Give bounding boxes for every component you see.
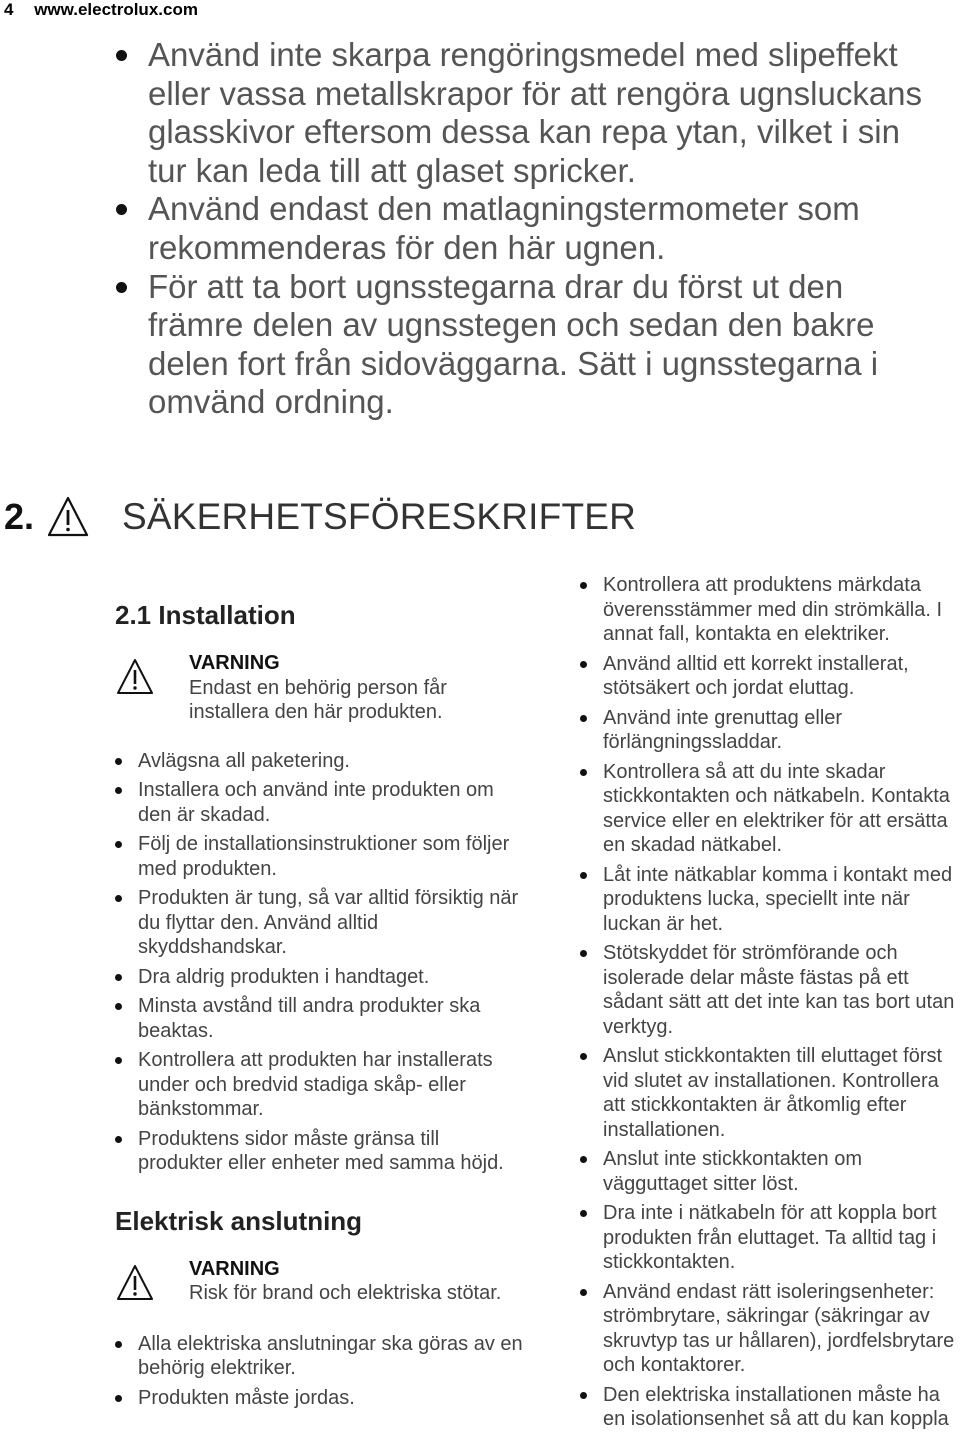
installation-warning xyxy=(115,651,525,725)
electrical-requirements-list xyxy=(580,573,960,1432)
list-item: Kontrollera att produktens märkdata överensstämmer med din strömkälla. I annat fall, kontakta en elektriker. xyxy=(580,573,960,647)
list-item: Kontrollera att produkten har installerats under och bredvid stadiga skåp- eller bänkstommar. xyxy=(115,1048,525,1122)
list-item: Avlägsna all paketering. xyxy=(115,749,525,774)
list-item: Minsta avstånd till andra produkter ska beaktas. xyxy=(115,994,525,1043)
section-title: SÄKERHETSFÖRESKRIFTER xyxy=(122,496,637,537)
top-bullet-list xyxy=(148,36,938,422)
list-item: Använd alltid ett korrekt installerat, stötsäkert och jordat eluttag. xyxy=(580,652,960,701)
page-number: 4 xyxy=(4,0,14,19)
list-item: Produkten måste jordas. xyxy=(115,1386,525,1411)
warning-triangle-icon xyxy=(115,1263,155,1303)
list-item: Dra aldrig produkten i handtaget. xyxy=(115,965,525,990)
warning-text: Risk för brand och elektriska stötar. xyxy=(189,1282,502,1304)
list-item: Installera och använd inte produkten om den är skadad. xyxy=(115,778,525,827)
electrical-bullet-list xyxy=(115,1332,525,1411)
warning-title: VARNING xyxy=(189,1257,280,1280)
section-number: 2. xyxy=(4,496,35,537)
list-item: För att ta bort ugnsstegarna drar du först ut den främre delen av ugnsstegen och sedan den bakre delen fort från sidoväggarna. Sätt i ugnsstegarna i omvänd ordning. xyxy=(148,268,938,422)
installation-bullet-list xyxy=(115,749,525,1176)
list-item: Följ de installationsinstruktioner som följer med produkten. xyxy=(115,832,525,881)
page-header xyxy=(4,0,198,20)
list-item: Stötskyddet för strömförande och isolerade delar måste fästas på ett sådant sätt att det inte kan tas bort utan verktyg. xyxy=(580,941,960,1039)
list-item: Dra inte i nätkabeln för att koppla bort produkten från eluttaget. Ta alltid tag i stickkontakten. xyxy=(580,1201,960,1275)
list-item: Använd endast den matlagningstermometer som rekommenderas för den här ugnen. xyxy=(148,190,938,267)
list-item: Låt inte nätkablar komma i kontakt med produktens lucka, speciellt inte när luckan är het. xyxy=(580,863,960,937)
warning-title: VARNING xyxy=(189,652,280,674)
electrical-warning xyxy=(115,1257,525,1306)
warning-triangle-icon xyxy=(115,657,155,697)
installation-heading xyxy=(115,600,525,631)
warning-text: Endast en behörig person får installera den här produkten. xyxy=(189,676,447,723)
installation-title: Installation xyxy=(158,600,296,630)
site-url[interactable]: www.electrolux.com xyxy=(34,0,198,19)
list-item: Alla elektriska anslutningar ska göras av en behörig elektriker. xyxy=(115,1332,525,1381)
list-item: Använd endast rätt isoleringsenheter: strömbrytare, säkringar (säkringar av skruvtyp tas ur hållaren), jordfelsbrytare och kontaktorer. xyxy=(580,1280,960,1378)
warning-triangle-icon xyxy=(46,495,90,539)
list-item: Anslut inte stickkontakten om vägguttaget sitter löst. xyxy=(580,1147,960,1196)
installation-number: 2.1 xyxy=(115,600,152,630)
section-heading xyxy=(4,495,636,539)
right-column xyxy=(580,573,960,1437)
list-item: Anslut stickkontakten till eluttaget först vid slutet av installationen. Kontrollera att stickkontakten är åtkomlig efter installationen. xyxy=(580,1044,960,1142)
left-column xyxy=(115,600,525,1415)
list-item: Produkten är tung, så var alltid försiktig när du flyttar den. Använd alltid skyddshandskar. xyxy=(115,886,525,960)
electrical-heading: Elektrisk anslutning xyxy=(115,1205,363,1236)
list-item: Använd inte grenuttag eller förlängningssladdar. xyxy=(580,706,960,755)
list-item: Kontrollera så att du inte skadar stickkontakten och nätkabeln. Kontakta service eller en elektriker för att ersätta en skadad nätkabel. xyxy=(580,760,960,858)
list-item: Den elektriska installationen måste ha en isolationsenhet så att du kan koppla xyxy=(580,1383,960,1432)
list-item: Använd inte skarpa rengöringsmedel med slipeffekt eller vassa metallskrapor för att rengöra ugnsluckans glasskivor eftersom dessa kan repa ytan, vilket i sin tur kan leda till att glaset spricker. xyxy=(148,36,938,190)
list-item: Produktens sidor måste gränsa till produkter eller enheter med samma höjd. xyxy=(115,1127,525,1176)
